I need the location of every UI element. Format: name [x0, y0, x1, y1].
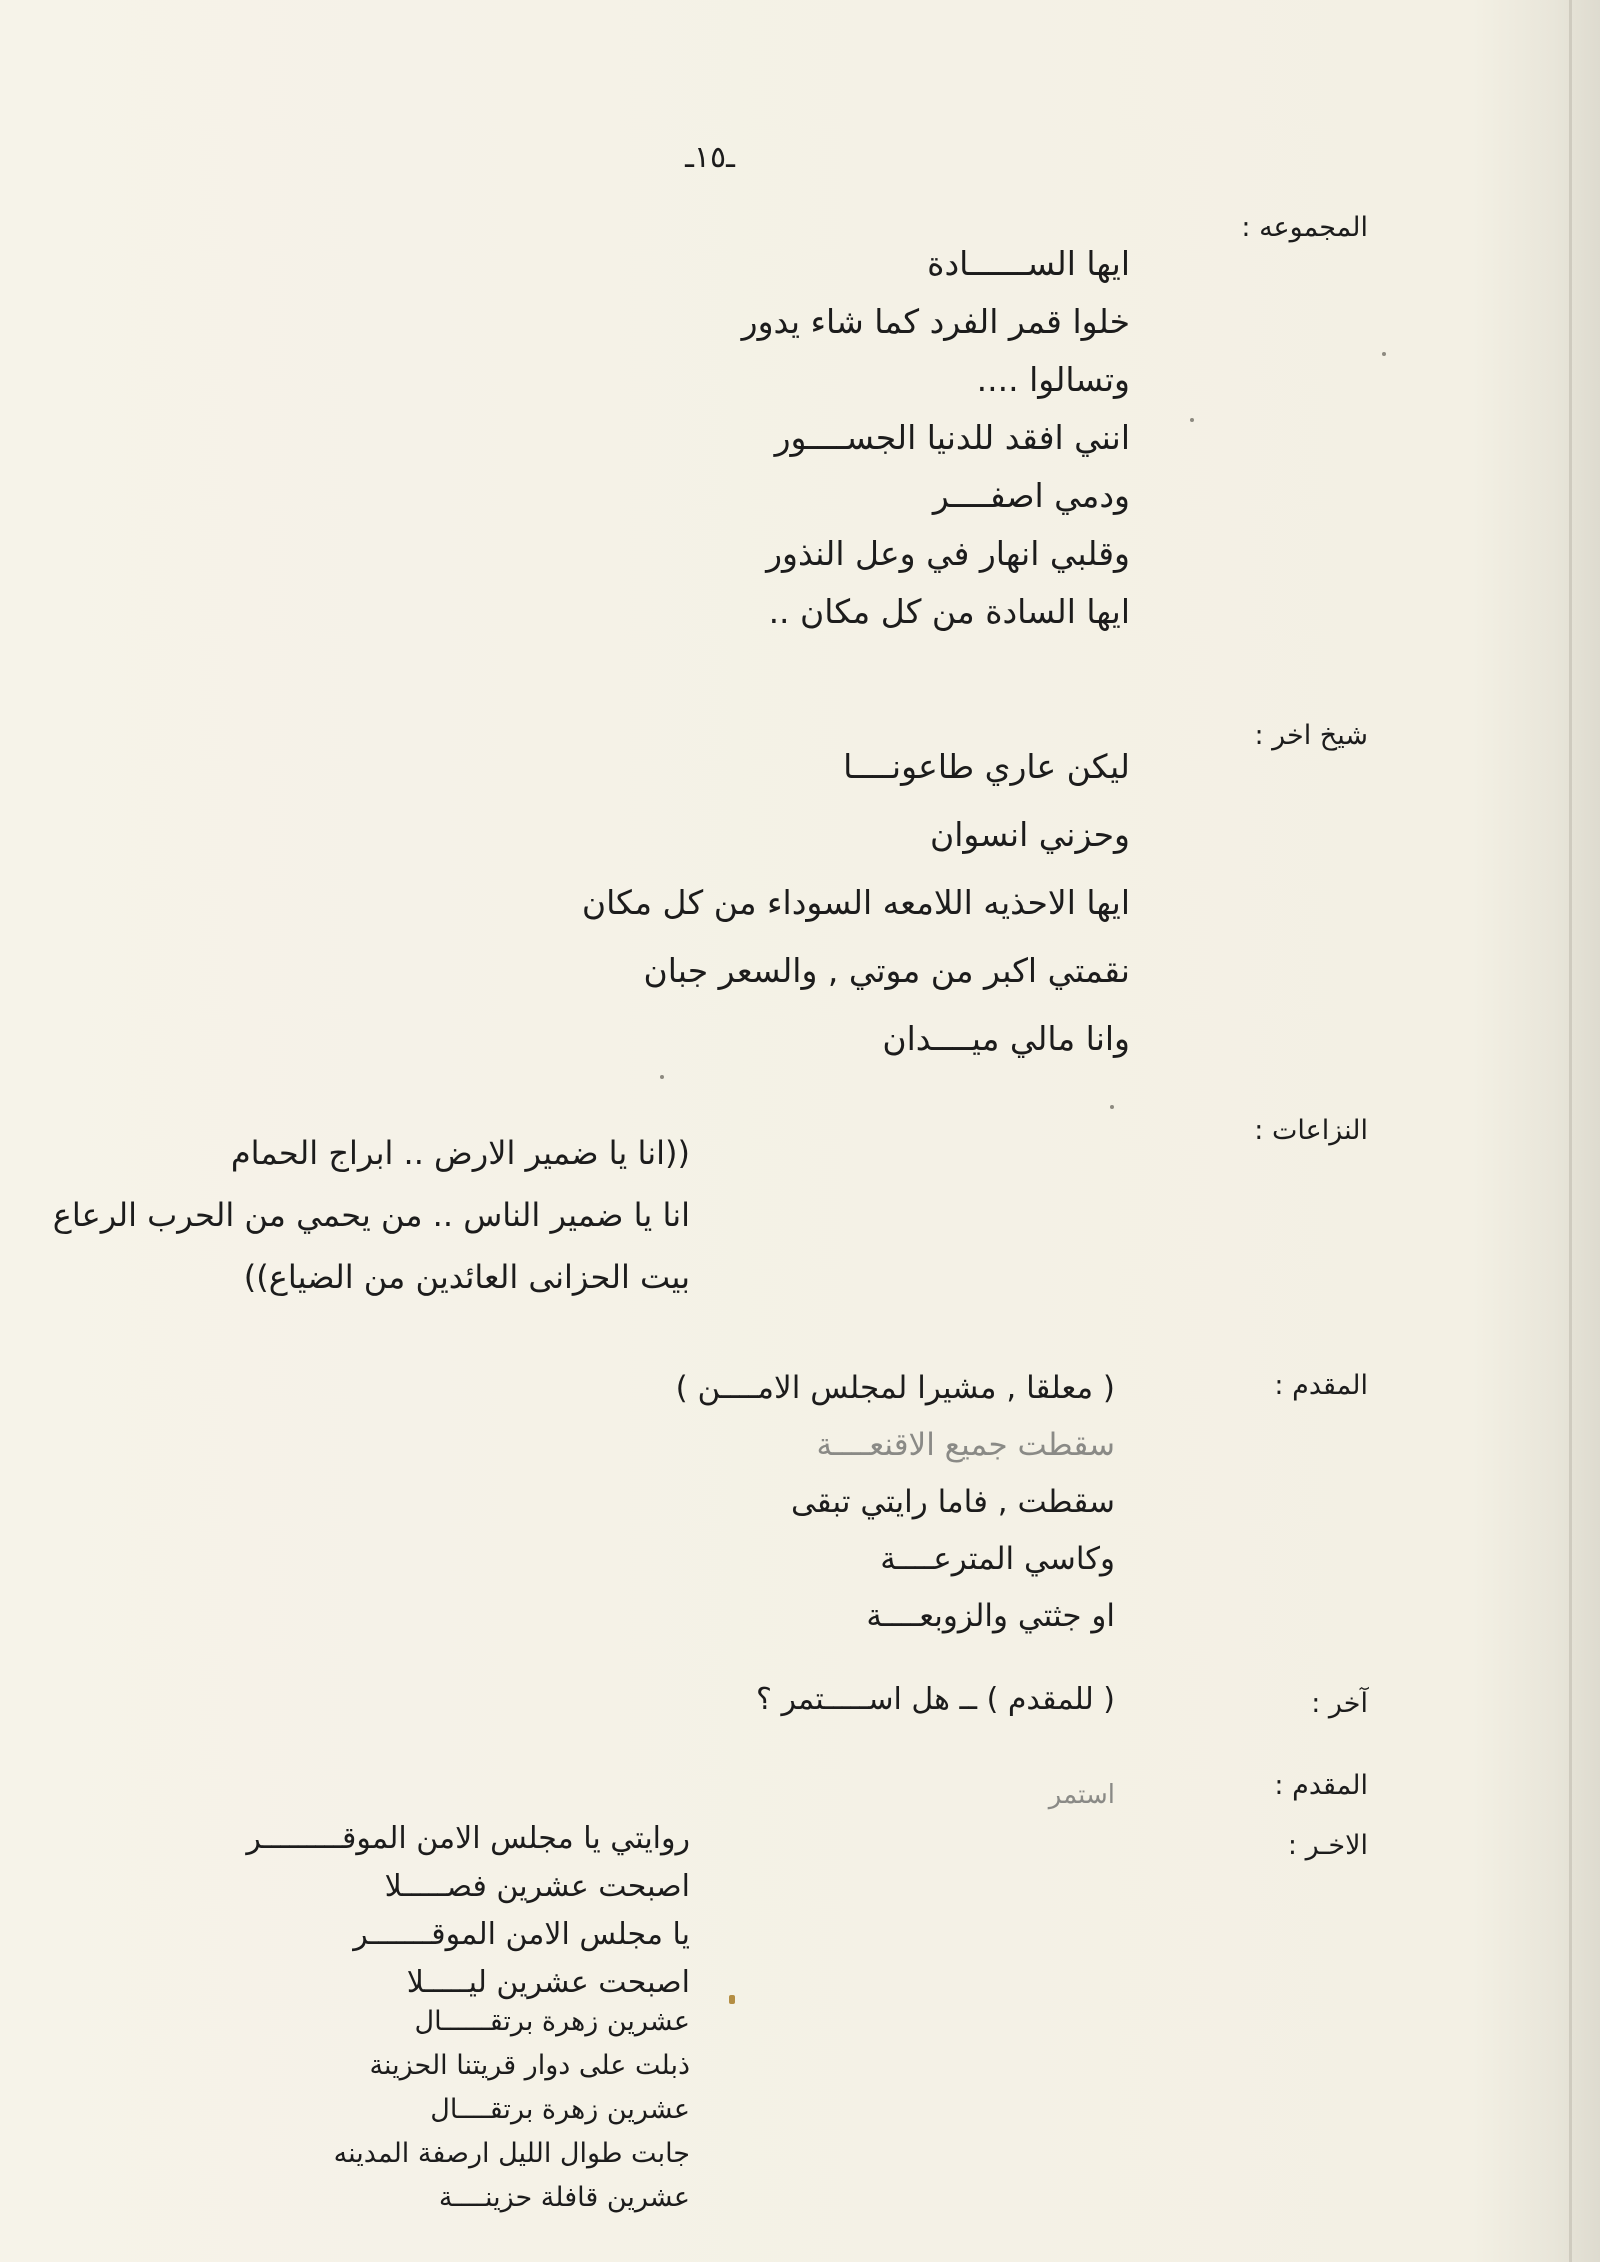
verse-line: وحزني انسوان [930, 815, 1130, 854]
verse-line: استمر [1048, 1780, 1115, 1810]
speck [1110, 1105, 1114, 1109]
verse-line: ( للمقدم ) ــ هل اســـــتمر ؟ [756, 1682, 1115, 1717]
verse-line: خلوا قمر الفرد كما شاء يدور [741, 302, 1130, 341]
page-number: ـ١٥ـ [685, 140, 735, 175]
verse-line: ذبلت على دوار قريتنا الحزينة [369, 2050, 690, 2081]
speck [1190, 418, 1194, 422]
verse-line: انني افقد للدنيا الجســــور [774, 418, 1130, 457]
verse-line: بيت الحزانى العائدين من الضياع)) [243, 1258, 690, 1296]
verse-line: ((انا يا ضمير الارض .. ابراج الحمام [230, 1134, 690, 1172]
verse-line: وكاسي المترعــــة [880, 1541, 1115, 1577]
stage-direction: ( معلقا , مشيرا لمجلس الامــــن ) [675, 1370, 1115, 1406]
verse-line: وقلبي انهار في وعل النذور [766, 534, 1130, 573]
verse-line: سقطت جميع الاقنعــــة [816, 1427, 1115, 1463]
verse-line: ايها السادة من كل مكان .. [768, 592, 1130, 631]
verse-line: سقطت , فاما رايتي تبقى [790, 1484, 1115, 1520]
speaker-other-sheikh: شيخ اخر : [1254, 720, 1368, 751]
speaker-the-other: الاخـر : [1287, 1830, 1368, 1861]
speaker-other: آخر : [1311, 1688, 1368, 1719]
verse-line: عشرين زهرة برتقــــال [430, 2094, 690, 2125]
speaker-presenter: المقدم : [1274, 1370, 1368, 1401]
presenter-verse [676, 1360, 1115, 1645]
verse-line: اصبحت عشرين فصـــــلا [384, 1869, 690, 1904]
speaker-loudspeakers: النزاعات : [1254, 1115, 1368, 1146]
speck [660, 1075, 664, 1079]
page-edge [1569, 0, 1572, 2262]
verse-line: ودمي اصفــــر [932, 476, 1130, 515]
chorus-verse [742, 235, 1130, 641]
verse-line: وانا مالي ميــــدان [882, 1019, 1130, 1058]
verse-line: ايها الاحذيه اللامعه السوداء من كل مكان [581, 883, 1130, 922]
presenter-reply [1049, 1770, 1115, 1820]
other-line [756, 1675, 1115, 1725]
verse-line: او جثتي والزوبعــــة [866, 1598, 1115, 1634]
loudspeaker-verse [53, 1122, 690, 1308]
speck [729, 1995, 735, 2004]
verse-line: يا مجلس الامن الموقـــــــر [353, 1917, 690, 1952]
verse-line: عشرين زهرة برتقــــــال [414, 2006, 690, 2037]
verse-line: انا يا ضمير الناس .. من يحمي من الحرب الرعاع [52, 1196, 690, 1234]
speck [1382, 352, 1386, 356]
verse-line: روايتي يا مجلس الامن الموقـــــــــر [246, 1821, 690, 1856]
verse-line: ايها الســــــادة [927, 244, 1130, 283]
verse-line: وتسالوا .... [976, 360, 1130, 399]
verse-line: اصبحت عشرين ليـــــلا [406, 1965, 690, 2000]
speaker-chorus: المجموعه : [1241, 212, 1368, 243]
verse-line: جابت طوال الليل ارصفة المدينه [333, 2138, 690, 2169]
speaker-presenter-2: المقدم : [1274, 1770, 1368, 1801]
verse-line: ليكن عاري طاعونــــا [843, 747, 1130, 786]
final-verse-continued [334, 2000, 690, 2220]
final-verse [246, 1815, 690, 2007]
verse-line: نقمتي اكبر من موتي , والسعر جبان [643, 951, 1130, 990]
sheikh-verse [582, 733, 1130, 1073]
verse-line: عشرين قافلة حزينــــة [438, 2182, 690, 2213]
